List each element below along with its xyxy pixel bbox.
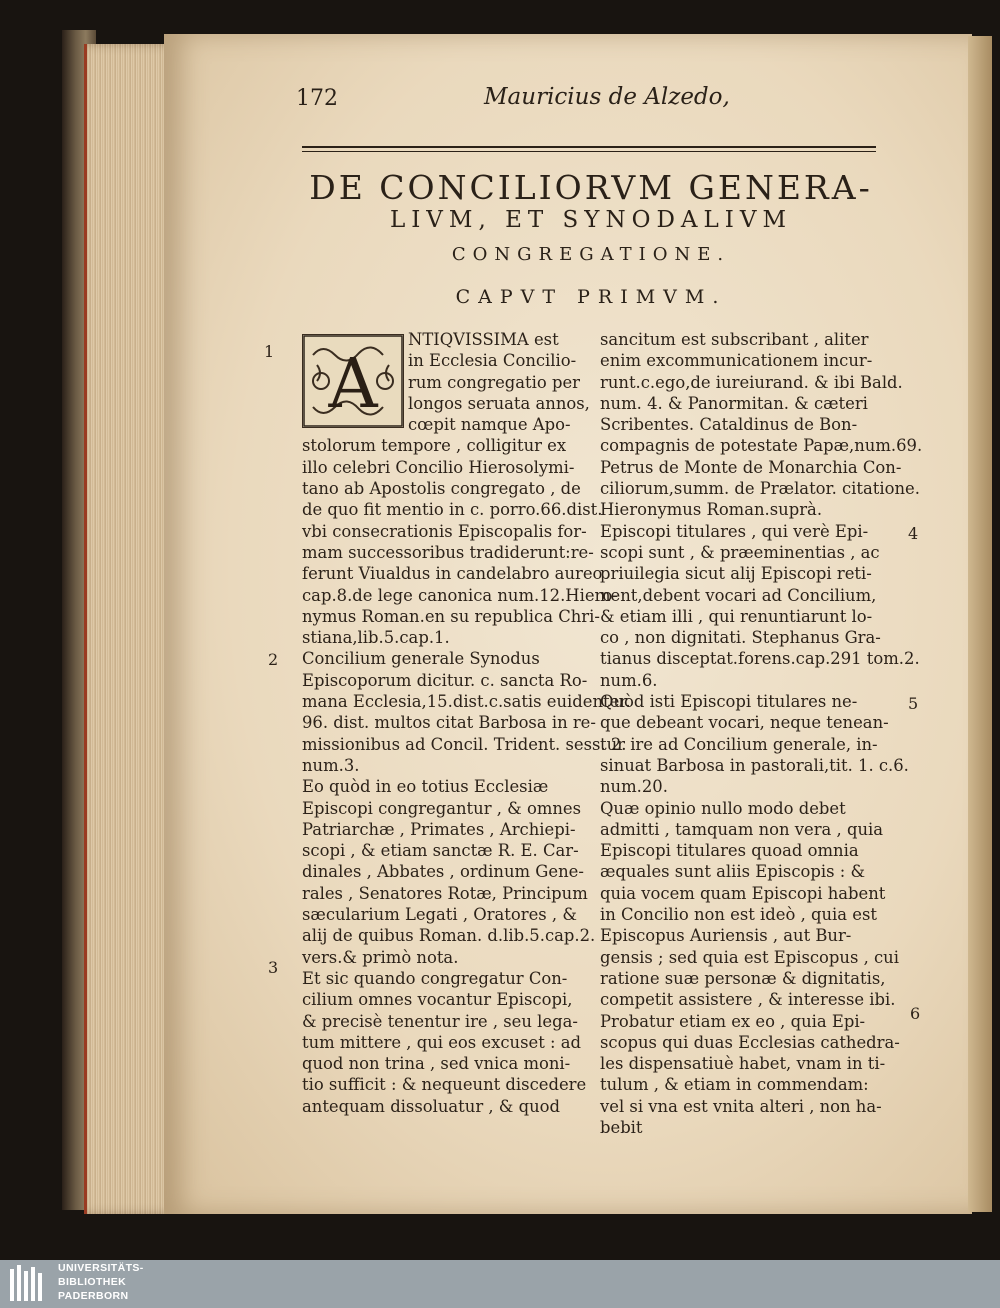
text-line: Quòd isti Episcopi titulares ne- — [600, 692, 858, 712]
text-line: num.6. — [600, 670, 658, 690]
chapter-title-line3: CONGREGATIONE. — [451, 244, 731, 265]
margin-number-5: 5 — [908, 694, 919, 713]
text-line: sinuat Barbosa in pastorali,tit. 1. c.6. — [600, 755, 909, 775]
text-line: quia vocem quam Episcopi habent — [600, 883, 886, 903]
text-line: Episcopi titulares , qui verè Epi- — [600, 521, 869, 541]
text-line: scopi , & etiam sanctæ R. E. Car- — [302, 841, 579, 861]
text-line: ratione suæ personæ & dignitatis, — [600, 968, 886, 988]
text-line: sæcularium Legati , Oratores , & — [302, 905, 577, 925]
text-line: tianus disceptat.forens.cap.291 tom.2. — [600, 649, 920, 669]
text-line: dinales , Abbates , ordinum Gene- — [302, 862, 584, 882]
text-line: cap.8.de lege canonica num.12.Hiero- — [302, 585, 618, 605]
text-line: competit assistere , & interesse ibi. — [600, 990, 896, 1010]
text-line: stiana,lib.5.cap.1. — [302, 628, 450, 648]
text-line: Episcopus Auriensis , aut Bur- — [600, 926, 852, 946]
margin-number-4: 4 — [908, 524, 919, 543]
running-title: Mauricius de Alzedo, — [484, 84, 730, 110]
text-line: NTIQVISSIMA est — [408, 330, 559, 349]
text-line: de quo fit mentio in c. porro.66.dist. — [302, 500, 603, 520]
text-line: Quæ opinio nullo modo debet — [600, 798, 846, 818]
text-line: Et sic quando congregatur Con- — [302, 968, 568, 988]
text-line: cœpit namque Apo- — [408, 415, 571, 435]
text-line: in Ecclesia Concilio- — [408, 351, 577, 371]
margin-number-1: 1 — [264, 342, 275, 361]
text-line: mana Ecclesia,15.dist.c.satis euidenter. — [302, 692, 631, 712]
text-line: ciliorum,summ. de Prælator. citatione. — [600, 479, 920, 499]
text-line: æquales sunt aliis Episcopis : & — [600, 862, 866, 882]
text-line: num.3. — [302, 755, 360, 775]
library-line-1: UNIVERSITÄTS- — [58, 1262, 144, 1274]
text-line: 96. dist. multos citat Barbosa in re- — [302, 713, 596, 733]
text-line: que debeant vocari, neque tenean- — [600, 713, 889, 733]
library-footer-bar — [0, 1260, 1000, 1308]
text-line: num. 4. & Panormitan. & cæteri — [600, 393, 868, 413]
text-line: les dispensatiuè habet, vnam in ti- — [600, 1054, 886, 1074]
chapter-title-line2: LIVM, ET SYNODALIVM — [389, 207, 793, 233]
text-line: sancitum est subscribant , aliter — [600, 330, 869, 349]
text-line: tur ire ad Concilium generale, in- — [600, 734, 878, 754]
library-line-2: BIBLIOTHEK — [58, 1276, 127, 1288]
text-line: Scribentes. Cataldinus de Bon- — [600, 415, 858, 435]
text-line: missionibus ad Concil. Trident. sess. 2. — [302, 734, 627, 754]
text-line: tio sufficit : & nequeunt discedere — [302, 1075, 587, 1095]
facing-page-edge — [968, 36, 992, 1212]
text-line: vers.& primò nota. — [302, 947, 459, 967]
text-line: compagnis de potestate Papæ,num.69. — [600, 436, 923, 456]
text-line: tano ab Apostolis congregato , de — [302, 479, 581, 499]
header-rule — [302, 146, 876, 148]
text-line: longos seruata annos, — [408, 393, 590, 413]
page-header — [296, 78, 876, 118]
text-line: num.20. — [600, 777, 668, 797]
chapter-title-line1: DE CONCILIORVM GENERA- — [309, 168, 873, 207]
text-line: in Concilio non est ideò , quia est — [600, 905, 877, 925]
left-column — [302, 329, 631, 1117]
text-line: tum mittere , qui eos excuset : ad — [302, 1032, 581, 1052]
text-line: vel si vna est vnita alteri , non ha- — [600, 1096, 882, 1116]
text-line: Hieronymus Roman.suprà. — [600, 500, 823, 520]
text-line: Patriarchæ , Primates , Archiepi- — [302, 819, 576, 839]
margin-number-3: 3 — [268, 958, 279, 977]
header-rule-thin — [302, 151, 876, 152]
library-logo-icon — [6, 1263, 50, 1305]
page-number: 172 — [296, 86, 338, 111]
text-line: stolorum tempore , colligitur ex — [302, 436, 567, 456]
text-line: Eo quòd in eo totius Ecclesiæ — [302, 777, 549, 797]
margin-number-6: 6 — [910, 1004, 921, 1023]
text-line: bebit — [600, 1117, 643, 1137]
text-line: nent,debent vocari ad Concilium, — [600, 585, 877, 605]
text-line: Concilium generale Synodus — [302, 649, 540, 669]
text-line: illo celebri Concilio Hierosolymi- — [302, 457, 575, 477]
text-line: & precisè tenentur ire , seu lega- — [302, 1011, 578, 1031]
text-line: Probatur etiam ex eo , quia Epi- — [600, 1011, 866, 1031]
text-line: mam successoribus tradiderunt:re- — [302, 542, 594, 562]
text-line: nymus Roman.en su republica Chri- — [302, 606, 600, 626]
text-line: rales , Senatores Rotæ, Principum — [302, 883, 588, 903]
text-line: Episcoporum dicitur. c. sancta Ro- — [302, 670, 588, 690]
text-line: Episcopi congregantur , & omnes — [302, 798, 582, 818]
library-line-3: PADERBORN — [58, 1290, 129, 1302]
library-name — [58, 1261, 144, 1303]
text-line: scopus qui duas Ecclesias cathedra- — [600, 1032, 900, 1052]
text-line: enim excommunicationem incur- — [600, 351, 873, 371]
text-line: scopi sunt , & præeminentias , ac — [600, 542, 880, 562]
chapter-heading: CAPVT PRIMVM. — [455, 286, 727, 308]
text-line: & etiam illi , qui renuntiarunt lo- — [600, 606, 873, 626]
text-line: admitti , tamquam non vera , quia — [600, 819, 884, 839]
text-line: Petrus de Monte de Monarchia Con- — [600, 457, 902, 477]
text-line: priuilegia sicut alij Episcopi reti- — [600, 564, 872, 584]
text-line: quod non trina , sed vnica moni- — [302, 1054, 571, 1074]
text-line: tulum , & etiam in commendam: — [600, 1075, 869, 1095]
text-line: rum congregatio per — [408, 372, 580, 392]
text-line: cilium omnes vocantur Episcopi, — [302, 990, 573, 1010]
text-line: runt.c.ego,de iureiurand. & ibi Bald. — [600, 372, 903, 392]
text-line: alij de quibus Roman. d.lib.5.cap.2. — [302, 926, 596, 946]
text-line: co , non dignitati. Stephanus Gra- — [600, 628, 881, 648]
text-line: ferunt Viualdus in candelabro aureo — [302, 564, 603, 584]
initial-letter: A — [328, 345, 378, 424]
text-line: Episcopi titulares quoad omnia — [600, 841, 859, 861]
text-line: antequam dissoluatur , & quod — [302, 1096, 561, 1116]
text-line: gensis ; sed quia est Episcopus , cui — [600, 947, 899, 967]
right-column — [600, 329, 922, 1138]
text-line: vbi consecrationis Episcopalis for- — [302, 521, 587, 541]
margin-number-2: 2 — [268, 650, 279, 669]
